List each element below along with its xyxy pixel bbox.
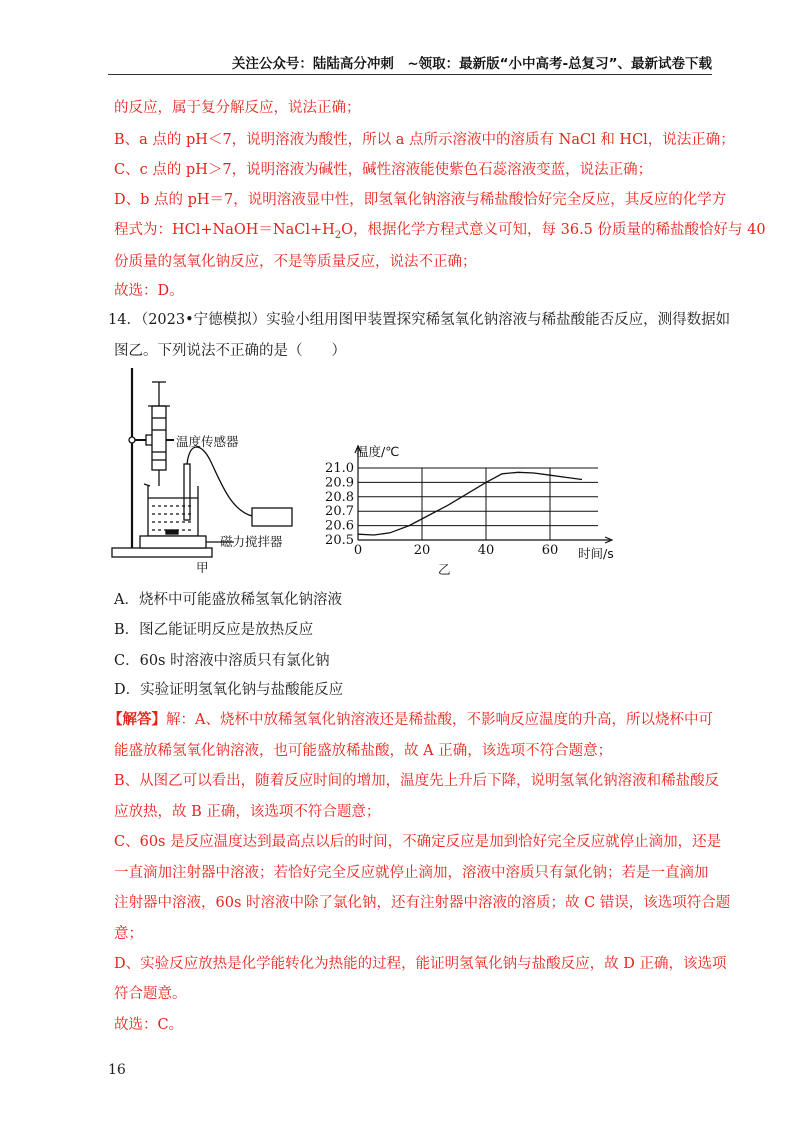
x-tick-label: 0: [353, 543, 363, 558]
prev-answer-line-6: 份质量的氢氧化钠反应，不是等质量反应，说法不正确；: [114, 254, 477, 270]
x-tick-label: 20: [413, 543, 431, 558]
prev-answer-line-2: B、a 点的 pH＜7，说明溶液为酸性，所以 a 点所示溶液中的溶质有 NaCl 和 HCl，说法正确；: [114, 132, 735, 148]
question-14-line-1: 14．（2023•宁德模拟）实验小组用图甲装置探究稀氢氧化钠溶液与稀盐酸能否反应，测得数据如: [108, 312, 731, 328]
apparatus-figure: [110, 360, 310, 580]
x-axis-title: 时间/s: [578, 546, 614, 561]
temperature-sensor: [184, 447, 252, 520]
y-tick-label: 21.0: [325, 461, 354, 476]
solution-line-1: [108, 708, 713, 729]
solution-line-5: C、60s 是反应温度达到最高点以后的时间，不确定反应是加到恰好完全反应就停止滴加，还是: [114, 834, 722, 850]
figure-b-caption: 乙: [438, 562, 451, 577]
sensor-label: 温度传感器: [176, 434, 239, 449]
y-tick-label: 20.5: [325, 533, 354, 548]
solution-line-1-text: 解：A、烧杯中放稀氢氧化钠溶液还是稀盐酸，不影响反应温度的升高，所以烧杯中可: [166, 712, 713, 728]
y-axis-title: 温度/℃: [356, 444, 400, 459]
temperature-chart: [322, 440, 622, 580]
stirrer-label: 磁力搅拌器: [220, 534, 283, 549]
question-14-line-2: 图乙。下列说法不正确的是（ ）: [114, 343, 346, 359]
y-tick-label: 20.8: [325, 489, 354, 505]
page-number: 16: [108, 1062, 126, 1078]
prev-answer-line-1: 的反应，属于复分解反应，说法正确；: [114, 100, 361, 116]
solution-line-2: 能盛放稀氢氧化钠溶液，也可能盛放稀盐酸，故 A 正确，该选项不符合题意；: [114, 743, 613, 759]
solution-line-11: 故选：C。: [114, 1017, 184, 1033]
solution-line-9: D、实验反应放热是化学能转化为热能的过程，能证明氢氧化钠与盐酸反应，故 D 正确，该选项: [114, 956, 727, 972]
figure-a-caption: 甲: [196, 560, 209, 575]
y-tick-label: 20.9: [325, 475, 354, 491]
prev-answer-line-7: 故选：D。: [114, 283, 184, 299]
option-d: D．实验证明氢氧化钠与盐酸能反应: [114, 682, 344, 698]
stand-base: [112, 548, 212, 557]
equation-subscript: 2: [334, 229, 342, 241]
option-c: C．60s 时溶液中溶质只有氯化钠: [114, 653, 330, 669]
x-tick-label: 60: [541, 543, 559, 558]
solution-line-6: 一直滴加注射器中溶液；若恰好完全反应就停止滴加，溶液中溶质只有氯化钠；若是一直滴加: [114, 865, 709, 881]
solution-tag: 【解答】: [108, 711, 166, 728]
y-tick-label: 20.6: [325, 518, 354, 534]
option-a: A．烧杯中可能盛放稀氢氧化钠溶液: [114, 592, 342, 608]
equation-part-1: 程式为：HCl+NaOH＝NaCl+H: [114, 222, 335, 238]
header-divider: [108, 74, 712, 75]
equation-part-2: O，根据化学方程式意义可知，每 36.5 份质量的稀盐酸恰好与 40: [341, 222, 766, 238]
x-tick-label: 40: [477, 543, 495, 558]
solution-line-3: B、从图乙可以看出，随着反应时间的增加，温度先上升后下降，说明氢氧化钠溶液和稀盐酸反: [114, 773, 720, 789]
solution-line-8: 意；: [114, 926, 143, 942]
data-logger: [252, 508, 292, 526]
solution-line-7: 注射器中溶液，60s 时溶液中除了氯化钠，还有注射器中溶液的溶质；故 C 错误，该选项符合题: [114, 895, 731, 911]
prev-answer-line-4: D、b 点的 pH＝7，说明溶液显中性，即氢氧化钠溶液与稀盐酸恰好完全反应，其反应的化学方: [114, 192, 727, 208]
option-b: B．图乙能证明反应是放热反应: [114, 622, 314, 638]
syringe: [148, 382, 170, 486]
prev-answer-line-5: [114, 218, 766, 241]
y-tick-label: 20.7: [325, 504, 354, 520]
magnetic-stirrer: [140, 536, 206, 548]
page-header: 关注公众号：陆陆高分冲刺 ~领取：最新版“小中高考-总复习”、最新试卷下载: [231, 56, 712, 72]
prev-answer-line-3: C、c 点的 pH＞7，说明溶液为碱性，碱性溶液能使紫色石蕊溶液变蓝，说法正确；: [114, 162, 653, 178]
solution-line-10: 符合题意。: [114, 986, 187, 1002]
solution-line-4: 应放热，故 B 正确，该选项不符合题意；: [114, 804, 381, 820]
